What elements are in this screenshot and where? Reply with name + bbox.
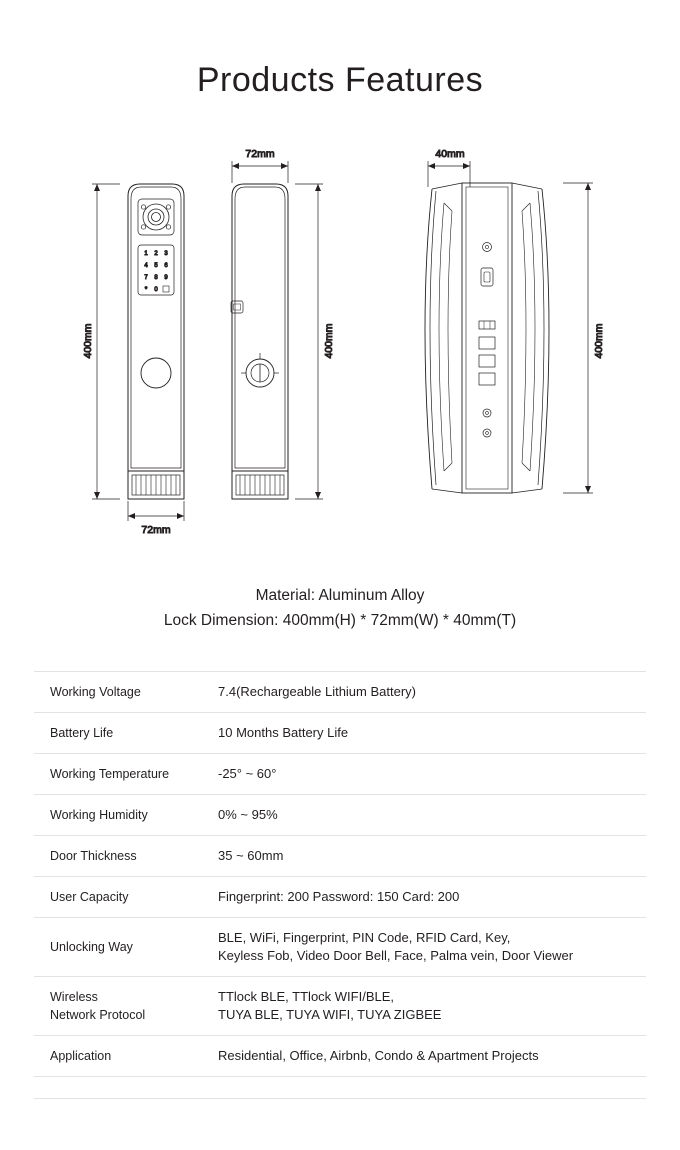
spec-value: Residential, Office, Airbnb, Condo & Apartment Projects xyxy=(218,1048,539,1064)
svg-text:5: 5 xyxy=(154,263,158,270)
spacer-cell xyxy=(34,1077,218,1099)
side-height-dimension xyxy=(295,184,323,499)
spec-value xyxy=(218,977,646,1036)
spec-value-line1: TTlock BLE, TTlock WIFI/BLE, xyxy=(218,989,395,1005)
svg-text:7: 7 xyxy=(144,275,148,282)
spec-label: Working Humidity xyxy=(50,808,148,823)
table-row xyxy=(34,836,646,877)
spec-label: Working Voltage xyxy=(50,685,141,700)
face-module xyxy=(138,199,174,235)
front-height-label: 400mm xyxy=(82,323,94,359)
spec-label-line2: Network Protocol xyxy=(50,1008,146,1023)
spec-value xyxy=(218,918,646,977)
keypad xyxy=(138,245,174,295)
spec-label: Working Temperature xyxy=(50,767,170,782)
thumb-turn-knob xyxy=(241,353,279,387)
material-line: Material: Aluminum Alloy xyxy=(255,587,425,605)
spec-label: Unlocking Way xyxy=(50,940,133,955)
spec-label: Door Thickness xyxy=(50,849,137,864)
svg-text:9: 9 xyxy=(164,275,168,282)
svg-text:*: * xyxy=(144,287,148,294)
spec-value: 0% ~ 95% xyxy=(218,807,278,823)
spec-label: Battery Life xyxy=(50,726,114,741)
spec-label xyxy=(34,977,218,1036)
side-width-label: 72mm xyxy=(245,148,275,161)
svg-text:2: 2 xyxy=(154,251,158,258)
spec-value: 7.4(Rechargeable Lithium Battery) xyxy=(218,684,416,700)
table-row xyxy=(34,795,646,836)
table-row xyxy=(34,1036,646,1077)
front-width-dimension xyxy=(128,501,184,521)
front-view xyxy=(82,184,184,536)
spec-label: Application xyxy=(50,1049,112,1064)
back-height-label: 400mm xyxy=(593,323,605,359)
interior-controls xyxy=(479,243,495,438)
front-height-dimension xyxy=(92,184,120,499)
table-row xyxy=(34,672,646,713)
lock-technical-drawing xyxy=(0,141,680,571)
spec-label: User Capacity xyxy=(50,890,129,905)
svg-text:6: 6 xyxy=(164,263,168,270)
fingerprint-reader xyxy=(141,358,171,388)
spec-value: -25° ~ 60° xyxy=(218,766,277,782)
front-width-label: 72mm xyxy=(141,524,171,537)
svg-text:0: 0 xyxy=(154,287,158,294)
lock-dimension-line: Lock Dimension: 400mm(H) * 72mm(W) * 40mm(T) xyxy=(163,612,517,630)
side-view xyxy=(231,148,335,499)
back-view xyxy=(425,148,605,493)
table-row xyxy=(34,977,646,1036)
spacer-cell xyxy=(218,1077,646,1099)
svg-text:8: 8 xyxy=(154,275,158,282)
card-reader xyxy=(231,301,243,313)
spec-value-line2: Keyless Fob, Video Door Bell, Face, Palma vein, Door Viewer xyxy=(218,948,574,964)
svg-text:1: 1 xyxy=(144,251,148,258)
product-drawings xyxy=(0,141,680,571)
spec-value-line1: BLE, WiFi, Fingerprint, PIN Code, RFID Card, Key, xyxy=(218,930,511,946)
spec-value: 35 ~ 60mm xyxy=(218,848,284,864)
back-height-dimension xyxy=(563,183,593,493)
table-row xyxy=(34,877,646,918)
table-row-spacer xyxy=(34,1077,646,1099)
side-height-label: 400mm xyxy=(323,323,335,359)
svg-text:3: 3 xyxy=(164,251,168,258)
spec-value: Fingerprint: 200 Password: 150 Card: 200 xyxy=(218,889,460,905)
material-info xyxy=(0,583,680,633)
spec-value: 10 Months Battery Life xyxy=(218,725,349,741)
table-row xyxy=(34,713,646,754)
table-row xyxy=(34,754,646,795)
svg-text:4: 4 xyxy=(144,263,148,270)
table-row xyxy=(34,918,646,977)
specifications-table xyxy=(34,671,646,1099)
back-thickness-label: 40mm xyxy=(435,148,465,161)
side-width-dimension xyxy=(232,161,288,183)
page-title: Products Features xyxy=(196,61,484,99)
spec-label-line1: Wireless xyxy=(50,990,98,1005)
spec-value-line2: TUYA BLE, TUYA WIFI, TUYA ZIGBEE xyxy=(218,1007,442,1023)
